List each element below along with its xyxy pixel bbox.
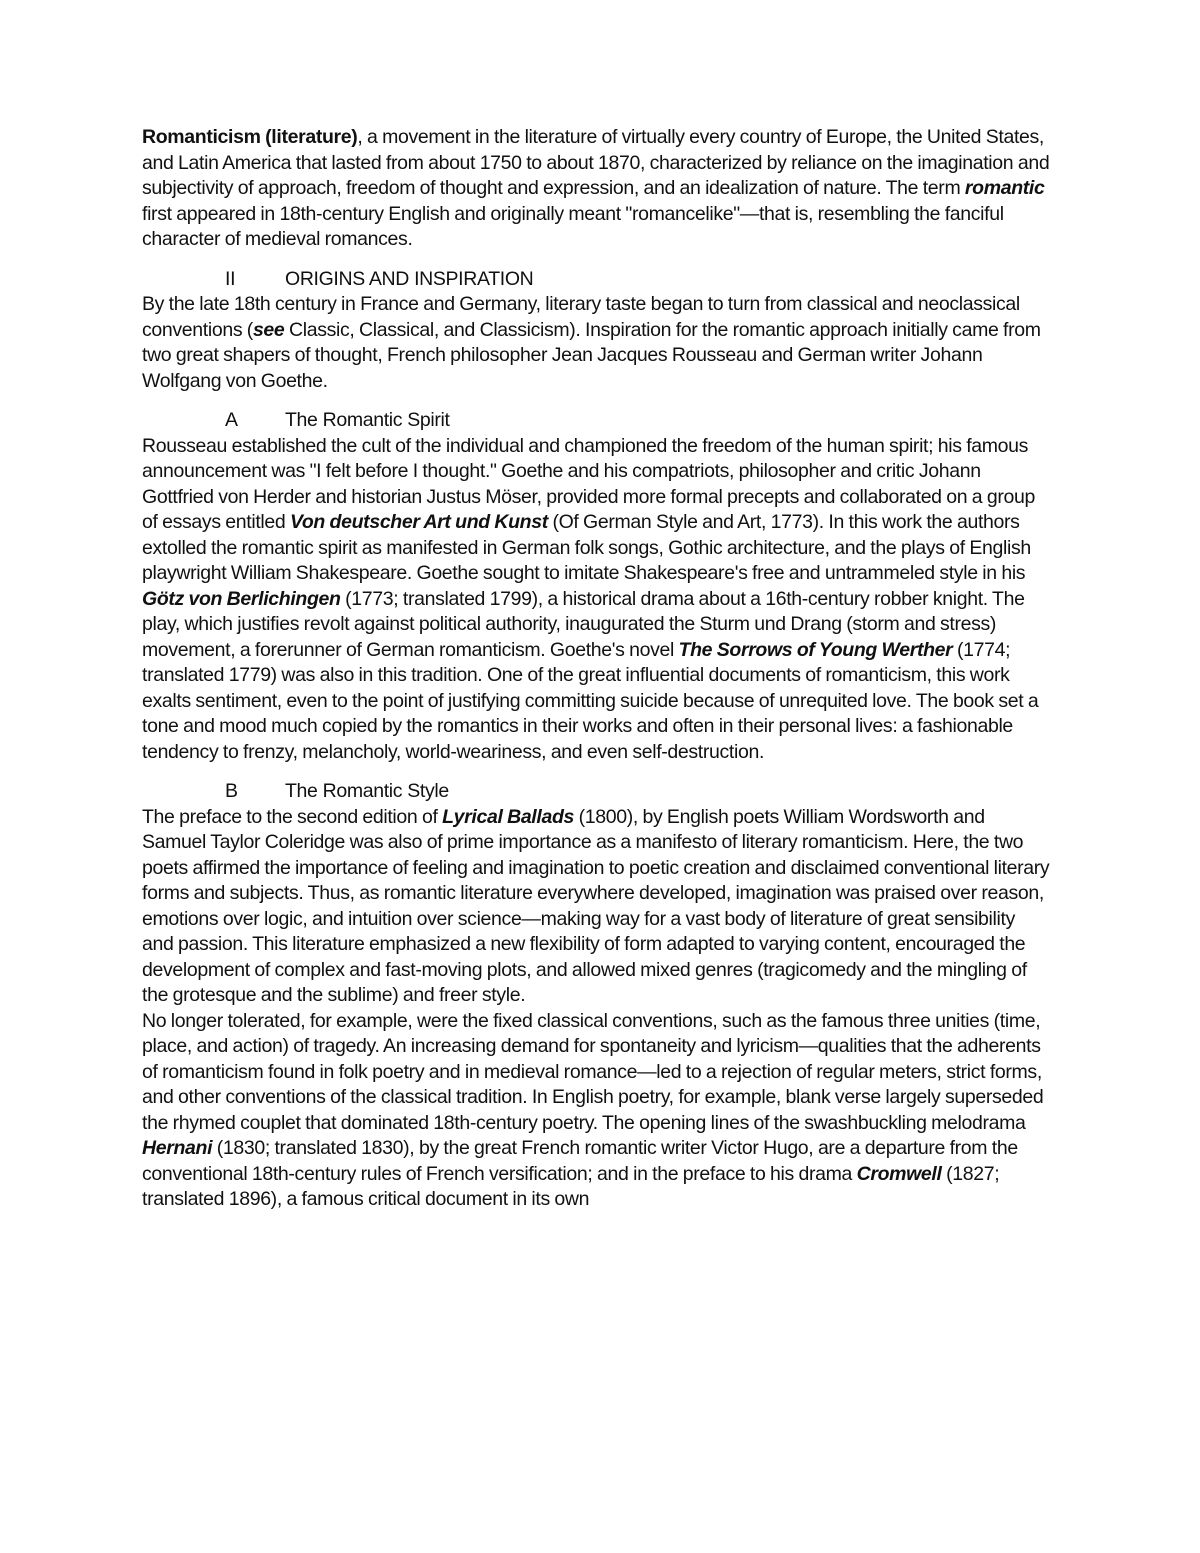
spirit-text-4: (1774; translated 1779) was also in this tradition. One of the great influential documents of romanticism, this work exalts sentiment, even to the point of justifying committing suicide because of unrequited love. The book set a tone and mood much copied by the romantics in their works and often in their personal lives: a fashionable tendency to frenzy, melancholy, world-weariness, and even self-destruction. — [142, 638, 1039, 763]
romantic-spirit-paragraph — [142, 434, 1050, 766]
section-title: The Romantic Spirit — [285, 409, 450, 431]
closing-text-3: (1827; translated 1896), a famous critical document in its own — [142, 1162, 1000, 1210]
intro-text-1: , a movement in the literature of virtually every country of Europe, the United States, and Latin America that lasted from about 1750 to about 1870, characterized by reliance on the imagination and subjectivity of approach, freedom of thought and expression, and an idealization of nature. The term — [142, 126, 1050, 199]
work-title: Hernani — [142, 1137, 213, 1159]
section-heading-romantic-spirit — [142, 408, 1050, 434]
spirit-text-2: (Of German Style and Art, 1773). In this work the authors extolled the romantic spirit as manifested in German folk songs, Gothic architecture, and the plays of English playwright William Shakespeare. Goethe sought to imitate Shakespeare's free and untrammeled style in his — [142, 511, 1031, 584]
spirit-text-3: (1773; translated 1799), a historical drama about a 16th-century robber knight. The play, which justifies revolt against political authority, inaugurated the Sturm und Drang (storm and stress) movement, a forerunner of German romanticism. Goethe's novel — [142, 587, 1025, 661]
closing-text-2: (1830; translated 1830), by the great French romantic writer Victor Hugo, are a departure from the conventional 18th-century rules of French versification; and in the preface to his drama — [142, 1137, 1018, 1185]
intro-text-2: first appeared in 18th-century English and originally meant "romancelike"—that is, resembling the fanciful character of medieval romances. — [142, 202, 1004, 250]
article-title: Romanticism (literature) — [142, 126, 358, 148]
origins-see-link: see — [252, 318, 285, 341]
origins-text-2: Classic, Classical, and Classicism). Inspiration for the romantic approach initially came from two great shapers of thought, French philosopher Jean Jacques Rousseau and German writer Johann Wolfgang von Goethe. — [142, 318, 1041, 392]
romantic-style-paragraph — [142, 805, 1050, 1009]
work-title: Götz von Berlichingen — [142, 587, 341, 610]
intro-emphasis: romantic — [964, 177, 1045, 199]
work-title: Von deutscher Art und Kunst — [289, 511, 548, 533]
section-letter: A — [225, 409, 238, 431]
work-title: Cromwell — [856, 1162, 942, 1185]
origins-text-1: By the late 18th century in France and Germany, literary taste began to turn from classical and neoclassical conventions ( — [142, 293, 1020, 341]
work-title: The Sorrows of Young Werther — [678, 638, 953, 661]
work-title: Lyrical Ballads — [442, 805, 574, 828]
intro-paragraph — [142, 125, 1050, 253]
closing-text-1: No longer tolerated, for example, were the fixed classical conventions, such as the famous three unities (time, place, and action) of tragedy. An increasing demand for spontaneity and lyricism—qualities that the adherents of romanticism found in folk poetry and in medieval romance—led to a rejection of regular meters, strict forms, and other conventions of the classical tradition. In English poetry, for example, blank verse largely superseded the rhymed couplet that dominated 18th-century poetry. The opening lines of the swashbuckling melodrama — [142, 1009, 1044, 1134]
style-text-1: The preface to the second edition of — [142, 805, 443, 828]
section-number: II — [225, 267, 236, 290]
spirit-text-1: Rousseau established the cult of the individual and championed the freedom of the human spirit; his famous announcement was "I felt before I thought." Goethe and his compatriots, philosopher and critic Johann Gottfried von Herder and historian Justus Möser, provided more formal precepts and collaborated on a group of essays entitled — [142, 434, 1035, 533]
closing-paragraph — [142, 1009, 1050, 1213]
section-letter: B — [225, 780, 238, 802]
section-heading-romantic-style — [142, 779, 1050, 805]
origins-paragraph — [142, 292, 1050, 394]
section-heading-origins — [142, 267, 1050, 293]
section-title: ORIGINS AND INSPIRATION — [285, 267, 534, 290]
style-text-2: (1800), by English poets William Wordsworth and Samuel Taylor Coleridge was also of prime importance as a manifesto of literary romanticism. Here, the two poets affirmed the importance of feeling and imagination to poetic creation and disclaimed conventional literary forms and subjects. Thus, as romantic literature everywhere developed, imagination was praised over reason, emotions over logic, and intuition over science—making way for a vast body of literature of great sensibility and passion. This literature emphasized a new flexibility of form adapted to varying content, encouraged the development of complex and fast-moving plots, and allowed mixed genres (tragicomedy and the mingling of the grotesque and the sublime) and freer style. — [142, 805, 1050, 1006]
section-title: The Romantic Style — [285, 780, 449, 802]
